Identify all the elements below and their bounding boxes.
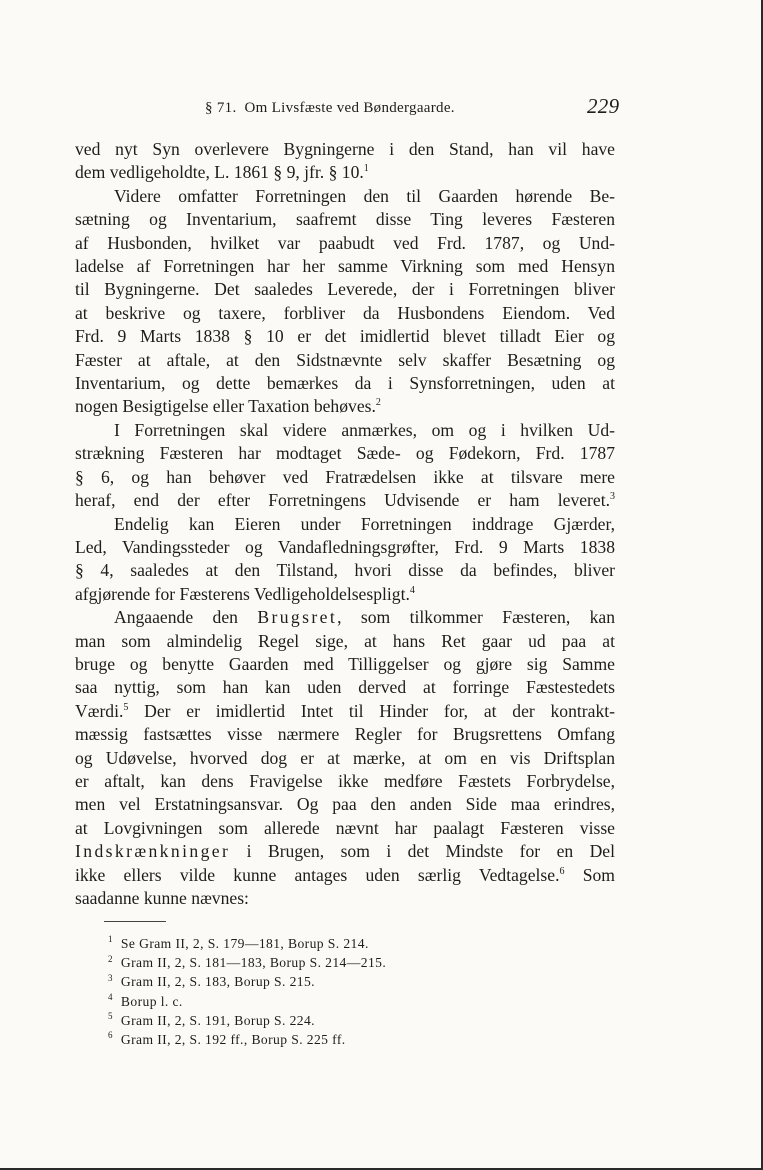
text-line: men vel Erstatningsansvar. Og paa den anden Side maa erindres, [75,794,615,815]
text-line: bruge og benytte Gaarden med Tilliggelser og gjøre sig Samme [75,653,615,674]
text-line: Frd. 9 Marts 1838 § 10 er det imidlertid blevet tilladt Eier og [75,326,615,347]
footnote-ref: 1 [363,163,369,175]
emphasis-brugsret: Brugsret [257,607,338,628]
footnote-ref: 5 [123,701,129,713]
running-title-group [205,100,455,117]
text-line: af Husbonden, hvilket var paabudt ved Frd. 1787, og Und- [75,232,615,253]
emphasis-indskraenkninger: Indskrænkninger [75,841,231,862]
footnote-rule [104,921,166,922]
text-line: at beskrive og taxere, forbliver da Husbondens Eiendom. Ved [75,302,615,323]
running-title: Om Livsfæste ved Bøndergaarde. [244,100,455,116]
text-line: ved nyt Syn overlevere Bygningerne i den Stand, han vil have [75,139,615,159]
text-line: ikke ellers vilde kunne antages uden særlig Vedtagelse.$^6$ Som [75,864,615,885]
footnote: $^2$ Gram II, 2, S. 181—183, Borup S. 214—215. [108,953,387,971]
text-line: § 4, saaledes at den Tilstand, hvori disse da befindes, bliver [75,560,615,581]
footnote-ref: 2 [375,397,381,409]
text-line: nogen Besigtigelse eller Taxation behøves.$^2$ [75,396,381,417]
text-line: Værdi.$^5$ Der er imidlertid Intet til Hinder for, at der kontrakt- [75,700,615,721]
footnote: $^3$ Gram II, 2, S. 183, Borup S. 215. [108,972,315,990]
body-text [75,138,615,910]
footnote-mark: 3 [108,972,113,983]
text-line: I Forretningen skal videre anmærkes, om og i hvilken Ud- [114,419,615,440]
text-line: saadanne kunne nævnes: [75,888,249,908]
text-line: Indskrænkninger i Brugen, som i det Mindste for en Del [75,841,615,862]
text-line: Led, Vandingssteder og Vandafledningsgrøfter, Frd. 9 Marts 1838 [75,536,615,557]
footnote-ref: 4 [409,584,415,596]
text-line: er aftalt, kan dens Fravigelse ikke medføre Fæstets Forbrydelse, [75,770,615,791]
text-line: dem vedligeholdte, L. 1861 § 9, jfr. § 10.$^1$ [75,162,369,183]
text-line: man som almindelig Regel sige, at hans Ret gaar ud paa at [75,630,615,651]
text-line: Inventarium, og dette bemærkes da i Synsforretningen, uden at [75,373,615,394]
footnote-mark: 5 [108,1011,113,1022]
text-line: Fæster at aftale, at den Sidstnævnte selv skaffer Besætning og [75,349,615,370]
footnote-mark: 6 [108,1030,113,1041]
text-line: § 6, og han behøver ved Fratrædelsen ikke at tilsvare mere [75,466,615,487]
text-line: strækning Fæsteren har modtaget Sæde- og Fødekorn, Frd. 1787 [75,443,615,464]
section-number: § 71. [205,100,237,116]
text-line: sætning og Inventarium, saafremt disse Ting leveres Fæsteren [75,209,615,230]
footnote-ref: 3 [610,491,615,503]
footnote: $^1$ Se Gram II, 2, S. 179—181, Borup S. 214. [108,934,369,951]
text-line: heraf, end der efter Forretningens Udvisende er ham leveret.$^3$ [75,490,615,511]
text-line: mæssig fastsættes visse nærmere Regler for Brugsrettens Omfang [75,724,615,745]
text-line: Angaaende den Brugsret, som tilkommer Fæsteren, kan [114,607,615,628]
text-line: saa nyttig, som han kan uden derved at forringe Fæstestedets [75,677,615,698]
footnote-ref: 6 [559,865,565,877]
footnote-mark: 1 [108,934,113,945]
text-line: til Bygningerne. Det saaledes Leverede, der i Forretningen bliver [75,279,615,300]
text-line: afgjørende for Fæsterens Vedligeholdelsespligt.$^4$ [75,583,415,604]
footnotes [108,934,386,1049]
text-line: at Lovgivningen som allerede nævnt har paalagt Fæsteren visse [75,817,615,838]
text-line: ladelse af Forretningen har her samme Virkning som med Hensyn [75,256,615,277]
footnote: $^4$ Borup l. c. [108,992,183,1009]
page-number: 229 [587,94,620,118]
footnote-mark: 4 [108,992,113,1003]
footnote: $^6$ Gram II, 2, S. 192 ff., Borup S. 225 ff. [108,1030,346,1048]
text-line: Videre omfatter Forretningen den til Gaarden hørende Be- [114,185,615,206]
footnote-mark: 2 [108,953,113,964]
text-line: og Udøvelse, hvorved dog er at mærke, at om en vis Driftsplan [75,747,615,768]
footnote: $^5$ Gram II, 2, S. 191, Borup S. 224. [108,1011,315,1028]
text-line: Endelig kan Eieren under Forretningen inddrage Gjærder, [114,513,615,534]
